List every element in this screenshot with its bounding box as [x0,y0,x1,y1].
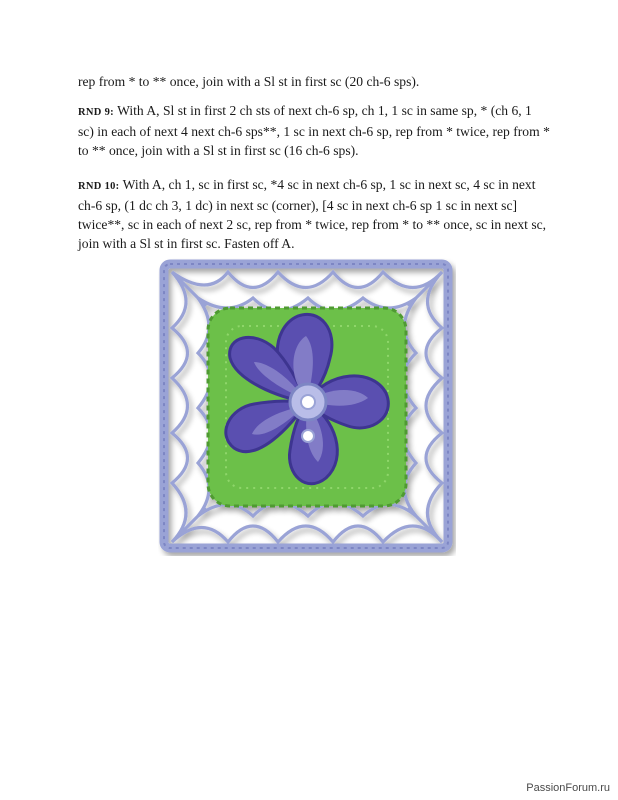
crochet-square-photo [158,258,456,556]
square-group [164,264,448,548]
round-10-text: With A, ch 1, sc in first sc, *4 sc in next ch-6 sp, 1 sc in next sc, 4 sc in next ch-6 sp, (1 dc ch 3, 1 dc) in next sc (corner), [4 sc in next ch-6 sp 1 sc in next sc] twice**, sc in each of next 2 sc, rep from * twice, rep from * to ** once, sc in next sc, join with a Sl st in first sc. Fasten off A. [78,177,547,251]
round-10-label: RND 10: [78,181,120,192]
flower-center-hole [301,395,315,409]
watermark: PassionForum.ru [526,782,610,794]
round-9-paragraph [78,101,550,160]
continuation-paragraph [78,72,558,91]
round-10-paragraph [78,175,550,253]
round-9-text: With A, Sl st in first 2 ch sts of next ch-6 sp, ch 1, 1 sc in same sp, * (ch 6, 1 sc) in each of next 4 next ch-6 sps**, 1 sc in next ch-6 sp, rep from * twice, rep from * to ** once, join with a Sl st in first sc (16 ch-6 sps). [78,103,550,158]
flower-lower-hole [302,430,314,442]
round-9-label: RND 9: [78,107,114,118]
continuation-text: rep from * to ** once, join with a Sl st in first sc (20 ch-6 sps). [78,74,420,89]
